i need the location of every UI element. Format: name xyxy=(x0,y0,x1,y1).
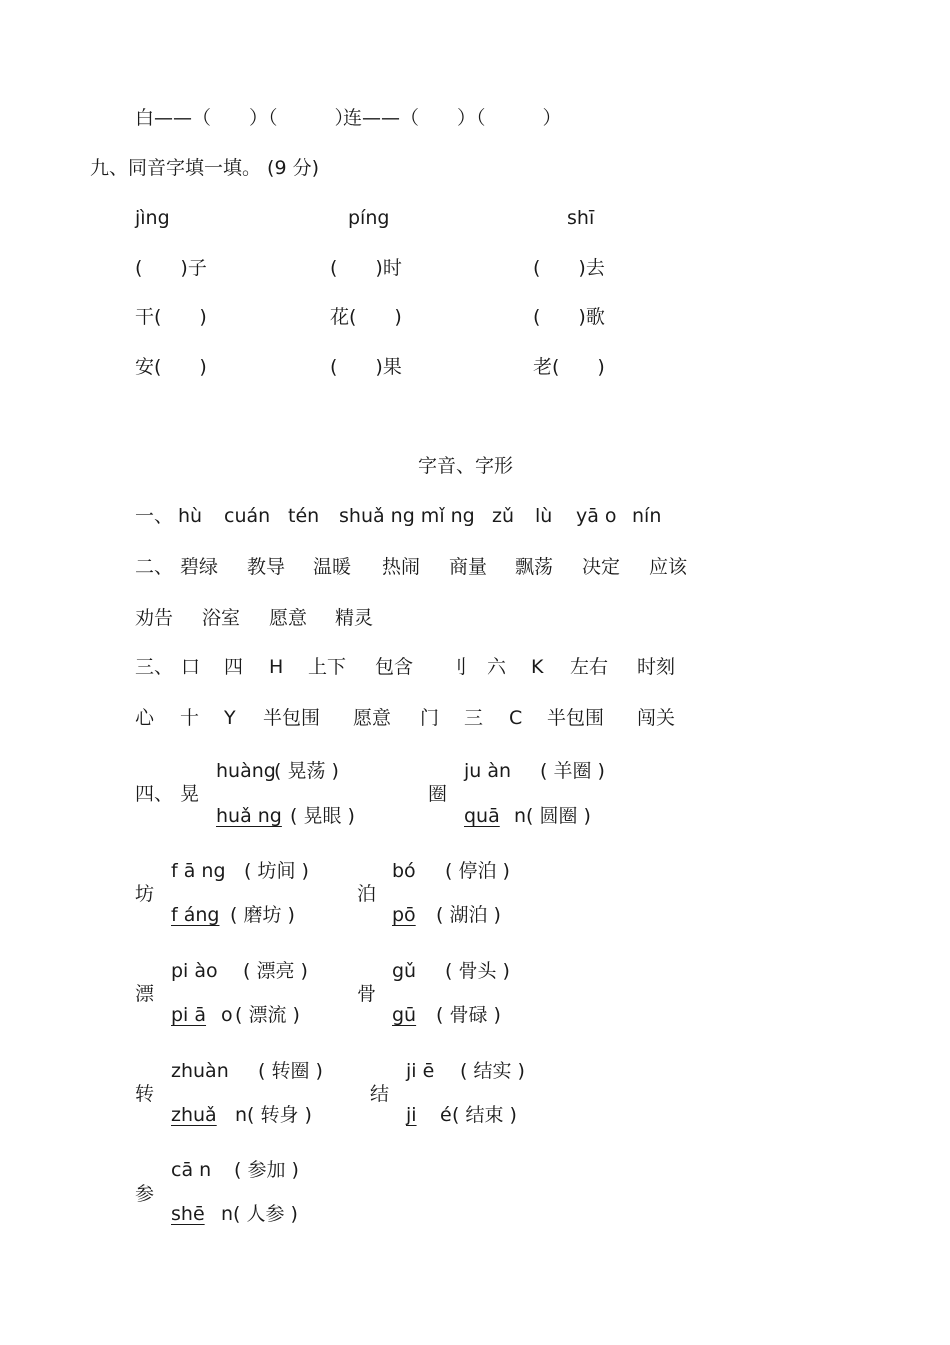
q9-blank[interactable]: 老( ) xyxy=(533,356,605,378)
polyphone-pinyin: pō xyxy=(392,904,416,926)
pinyin-answer: nín xyxy=(632,505,662,527)
word-answer: 碧绿 xyxy=(180,556,219,578)
polyphone-pinyin: gū xyxy=(392,1004,417,1026)
polyphone-word: ( 人参 ) xyxy=(233,1203,298,1225)
polyphone-pinyin-tail: n xyxy=(221,1203,234,1225)
structure-answer: 上下 xyxy=(308,656,347,678)
q8-lian-line: 连——（ ）（ ） xyxy=(343,107,562,129)
polyphone-pinyin: shē xyxy=(171,1203,205,1225)
polyphone-pinyin-tail: n xyxy=(514,805,527,827)
structure-answer: H xyxy=(269,656,284,678)
structure-answer: 心 xyxy=(135,707,155,729)
pinyin-answer: lù xyxy=(535,505,553,527)
polyphone-char: 参 xyxy=(135,1183,155,1205)
word-answer: 应该 xyxy=(649,556,688,578)
q9-blank[interactable]: 花( ) xyxy=(330,306,402,328)
structure-answer: 闯关 xyxy=(637,707,676,729)
polyphone-pinyin: ju àn xyxy=(464,760,512,782)
answer-one-label: 一、 xyxy=(135,505,174,527)
polyphone-word: ( 漂亮 ) xyxy=(243,960,308,982)
q9-blank[interactable]: ( )时 xyxy=(330,257,402,279)
word-answer: 热闹 xyxy=(382,556,421,578)
q9-pinyin-shi: shī xyxy=(567,207,595,229)
structure-answer: C xyxy=(509,707,523,729)
polyphone-char: 晃 xyxy=(180,783,200,805)
q9-blank[interactable]: ( )子 xyxy=(135,257,207,279)
q9-pinyin-ping: píng xyxy=(348,207,390,229)
polyphone-pinyin: f ā ng xyxy=(171,860,226,882)
polyphone-char: 转 xyxy=(135,1083,155,1105)
answer-two-label: 二、 xyxy=(135,556,174,578)
polyphone-pinyin-tail: é xyxy=(440,1104,452,1126)
word-answer: 决定 xyxy=(582,556,621,578)
polyphone-pinyin: zhuàn xyxy=(171,1060,229,1082)
structure-answer: 口 xyxy=(181,656,201,678)
answer-three-label: 三、 xyxy=(135,656,174,678)
polyphone-word: ( 晃荡 ) xyxy=(274,760,339,782)
q9-pinyin-jing: jìng xyxy=(135,207,170,229)
polyphone-pinyin: huàng xyxy=(216,760,276,782)
polyphone-word: ( 骨碌 ) xyxy=(436,1004,501,1026)
polyphone-pinyin: pi ào xyxy=(171,960,218,982)
structure-answer: 半包围 xyxy=(263,707,321,729)
polyphone-word: ( 转圈 ) xyxy=(258,1060,323,1082)
polyphone-pinyin: bó xyxy=(392,860,416,882)
polyphone-pinyin: pi ā xyxy=(171,1004,207,1026)
structure-answer: 十 xyxy=(180,707,200,729)
polyphone-word: ( 湖泊 ) xyxy=(436,904,501,926)
polyphone-pinyin: gǔ xyxy=(392,960,417,982)
polyphone-pinyin: huǎ ng xyxy=(216,805,282,827)
polyphone-pinyin: ji xyxy=(406,1104,417,1126)
structure-answer: 六 xyxy=(487,656,507,678)
polyphone-char: 泊 xyxy=(357,883,377,905)
structure-answer: 时刻 xyxy=(637,656,676,678)
polyphone-char: 漂 xyxy=(135,983,155,1005)
word-answer: 飘荡 xyxy=(515,556,554,578)
structure-answer: 包含 xyxy=(375,656,414,678)
structure-answer: 左右 xyxy=(570,656,609,678)
polyphone-word: ( 骨头 ) xyxy=(445,960,510,982)
pinyin-answer: shuǎ ng mǐ ng xyxy=(339,505,475,527)
polyphone-word: ( 羊圈 ) xyxy=(540,760,605,782)
answer-four-label: 四、 xyxy=(135,783,174,805)
polyphone-char: 坊 xyxy=(135,883,155,905)
q9-blank[interactable]: ( )去 xyxy=(533,257,605,279)
structure-answer: 愿意 xyxy=(353,707,392,729)
word-answer: 浴室 xyxy=(202,607,241,629)
polyphone-word: ( 坊间 ) xyxy=(244,860,309,882)
q8-bai-line: 白——（ ）（ ） xyxy=(135,107,354,129)
polyphone-word: ( 漂流 ) xyxy=(235,1004,300,1026)
word-answer: 愿意 xyxy=(269,607,308,629)
polyphone-pinyin: f áng xyxy=(171,904,220,926)
structure-answer: Y xyxy=(224,707,236,729)
pinyin-answer: yā o xyxy=(576,505,617,527)
structure-answer: 半包围 xyxy=(547,707,605,729)
polyphone-word: ( 结实 ) xyxy=(460,1060,525,1082)
structure-answer: 三 xyxy=(464,707,484,729)
polyphone-pinyin: ji ē xyxy=(406,1060,435,1082)
word-answer: 商量 xyxy=(449,556,488,578)
word-answer: 精灵 xyxy=(335,607,374,629)
structure-answer: 四 xyxy=(224,656,244,678)
polyphone-pinyin: zhuǎ xyxy=(171,1104,217,1126)
polyphone-word: ( 转身 ) xyxy=(247,1104,312,1126)
polyphone-word: ( 晃眼 ) xyxy=(290,805,355,827)
q9-blank[interactable]: ( )歌 xyxy=(533,306,605,328)
word-answer: 温暖 xyxy=(313,556,352,578)
polyphone-char: 结 xyxy=(370,1083,390,1105)
polyphone-word: ( 参加 ) xyxy=(234,1159,299,1181)
polyphone-pinyin: quā xyxy=(464,805,500,827)
polyphone-word: ( 磨坊 ) xyxy=(230,904,295,926)
structure-answer: 刂 xyxy=(448,656,468,678)
word-answer: 劝告 xyxy=(135,607,174,629)
polyphone-pinyin-tail: n xyxy=(235,1104,248,1126)
polyphone-char: 圈 xyxy=(428,783,448,805)
q9-heading: 九、同音字填一填。 (9 分) xyxy=(90,157,319,179)
q9-blank[interactable]: 干( ) xyxy=(135,306,207,328)
polyphone-word: ( 结束 ) xyxy=(452,1104,517,1126)
polyphone-word: ( 停泊 ) xyxy=(445,860,510,882)
polyphone-pinyin-tail: o xyxy=(221,1004,233,1026)
q9-blank[interactable]: ( )果 xyxy=(330,356,402,378)
pinyin-answer: zǔ xyxy=(492,505,515,527)
q9-blank[interactable]: 安( ) xyxy=(135,356,207,378)
structure-answer: K xyxy=(531,656,544,678)
polyphone-char: 骨 xyxy=(357,983,377,1005)
pinyin-answer: cuán xyxy=(224,505,271,527)
structure-answer: 门 xyxy=(420,707,440,729)
polyphone-pinyin: cā n xyxy=(171,1159,212,1181)
word-answer: 教导 xyxy=(247,556,286,578)
pinyin-answer: hù xyxy=(178,505,203,527)
answers-title: 字音、字形 xyxy=(418,455,514,477)
pinyin-answer: tén xyxy=(288,505,320,527)
polyphone-word: ( 圆圈 ) xyxy=(526,805,591,827)
